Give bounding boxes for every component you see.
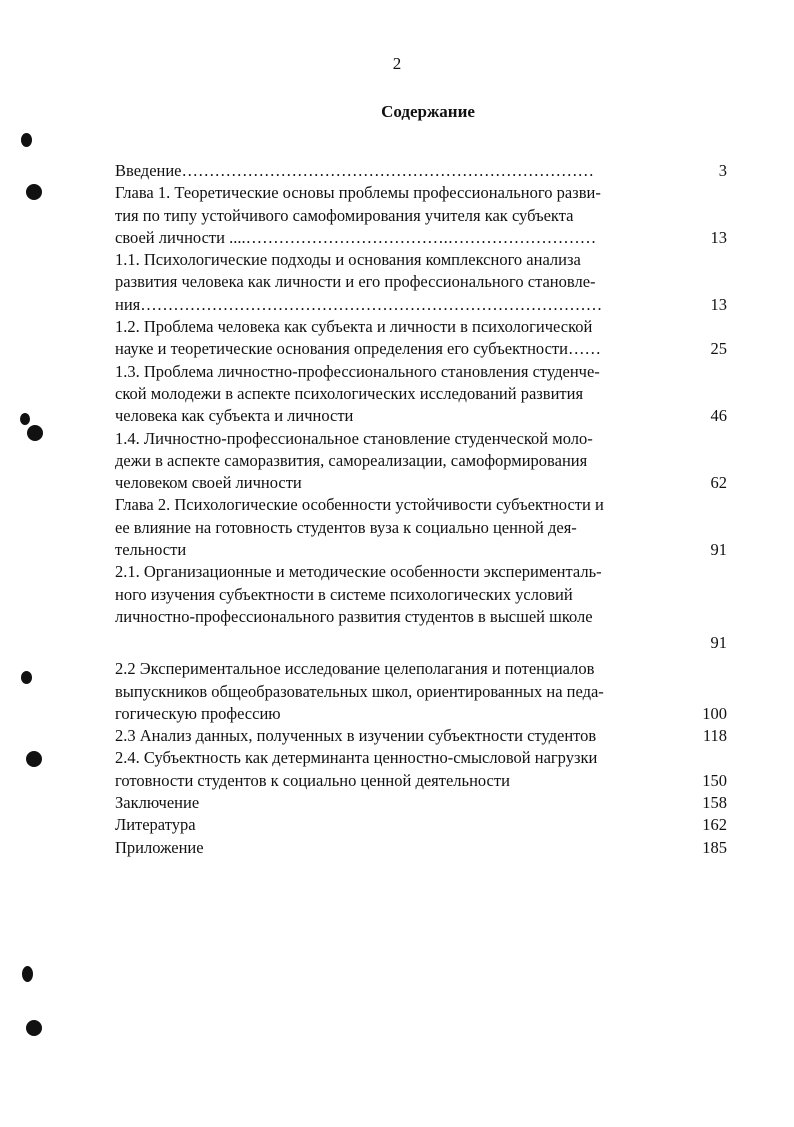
toc-entry-text: Введение…………………………………………………………………: [115, 161, 595, 180]
toc-entry-page: 3: [718, 161, 727, 180]
binder-hole-mark: [27, 425, 43, 441]
binder-hole-mark: [26, 184, 42, 200]
toc-entry-page: 185: [702, 837, 727, 857]
page-title: Содержание: [381, 102, 475, 121]
toc-entry-page: 100: [702, 703, 727, 723]
toc-entry-introduction[interactable]: [115, 160, 727, 182]
toc-entry-page: 25: [710, 339, 727, 359]
toc-entry-page: 46: [710, 406, 727, 426]
toc-entry-chapter-2[interactable]: [115, 494, 727, 561]
binder-hole-mark: [21, 133, 32, 147]
toc-entry-page: 13: [710, 294, 727, 314]
toc-entry-page: 158: [702, 793, 727, 813]
toc-entry-chapter-1[interactable]: [115, 182, 727, 249]
binder-hole-mark: [21, 671, 32, 684]
toc-entry-2-4[interactable]: [115, 747, 727, 792]
toc-entry-page: 162: [702, 815, 727, 835]
toc-entry-text: Заключение: [115, 793, 200, 813]
toc-entry-page: 150: [702, 770, 727, 790]
toc-entry-text: Приложение: [115, 837, 204, 857]
binder-hole-mark: [22, 966, 33, 982]
toc-entry-text: 1.4. Личностно-профессиональное становление студенческой моло- дежи в аспекте саморазвития, самореализации, самоформирования человеком своей личности: [115, 428, 593, 493]
binder-hole-mark: [20, 413, 30, 425]
toc-entry-2-3[interactable]: [115, 725, 727, 747]
toc-entry-text: Глава 2. Психологические особенности устойчивости субъектности и ее влияние на готовность студентов вуза к социально ценной дея- тельности: [115, 495, 604, 560]
toc-entry-1-2[interactable]: [115, 316, 727, 361]
binder-hole-mark: [26, 751, 42, 767]
toc-entry-1-4[interactable]: [115, 428, 727, 495]
toc-entry-appendix[interactable]: [115, 837, 727, 859]
binder-hole-mark: [26, 1020, 42, 1036]
toc-entry-page: 91: [710, 540, 727, 560]
toc-entry-literature[interactable]: [115, 814, 727, 836]
toc-entry-text: 2.4. Субъектность как детерминанта ценностно-смысловой нагрузки готовности студентов к социально ценной деятельности: [115, 748, 598, 790]
toc-entry-text: 2.3 Анализ данных, полученных в изучении субъектности студентов: [115, 726, 597, 746]
toc-entry-text: 1.3. Проблема личностно-профессионального становления студенче- ской молодежи в аспекте психологических исследований развития человека как субъекта и личности: [115, 361, 600, 426]
toc-entry-page: 13: [710, 227, 727, 247]
toc-entry-conclusion[interactable]: [115, 792, 727, 814]
toc-entry-text: Литература: [115, 815, 196, 835]
toc-entry-page: 118: [702, 726, 727, 746]
table-of-contents: [115, 160, 727, 859]
toc-entry-page: 91: [710, 632, 727, 652]
toc-entry-2-2[interactable]: [115, 658, 727, 725]
toc-entry-1-3[interactable]: [115, 361, 727, 428]
toc-entry-text: 2.1. Организационные и методические особенности эксперименталь- ного изучения субъектности в системе психологических условий личностно-профессионального развития студентов в высшей школе: [115, 562, 602, 626]
page-number: 2: [392, 54, 402, 73]
toc-entry-2-1[interactable]: [115, 561, 727, 658]
toc-entry-1-1[interactable]: [115, 249, 727, 316]
toc-entry-text: 1.2. Проблема человека как субъекта и личности в психологической науке и теоретические основания определения его субъектности……: [115, 317, 601, 359]
toc-entry-text: 1.1. Психологические подходы и основания комплексного анализа развития человека как личности и его профессионального становле- ния…………………………………………………………………………: [115, 250, 603, 314]
toc-entry-page: 62: [710, 473, 727, 493]
toc-entry-text: Глава 1. Теоретические основы проблемы профессионального разви- тия по типу устойчивого самофомирования учителя как субъекта своей личности ....……………………………….………………………: [115, 183, 601, 247]
toc-entry-text: 2.2 Экспериментальное исследование целеполагания и потенциалов выпускников общеобразовательных школ, ориентированных на педа- гогическую профессию: [115, 659, 604, 723]
